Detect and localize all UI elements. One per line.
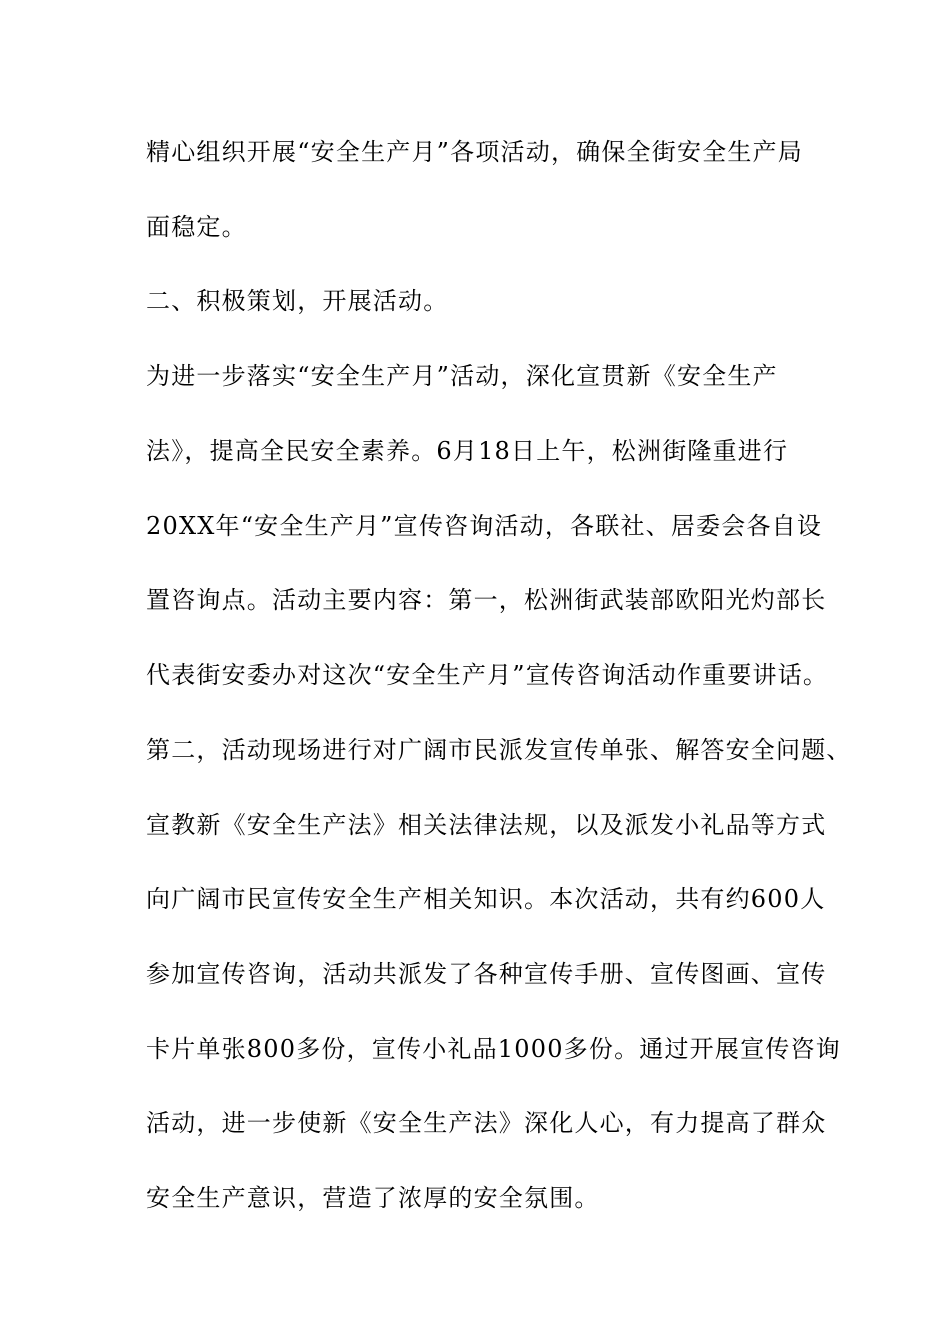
paragraph-line: 卡片单张800多份，宣传小礼品1000多份。通过开展宣传咨询 xyxy=(146,1035,841,1063)
section-heading: 二、积极策划，开展活动。 xyxy=(146,287,449,315)
paragraph-line: 20XX年“安全生产月”宣传咨询活动，各联社、居委会各自设 xyxy=(146,512,823,540)
paragraph-line: 代表街安委办对这次“安全生产月”宣传咨询活动作重要讲话。 xyxy=(146,661,829,689)
paragraph-line: 法》，提高全民安全素养。6月18日上午，松洲街隆重进行 xyxy=(146,437,789,465)
paragraph-line: 精心组织开展“安全生产月”各项活动，确保全街安全生产局 xyxy=(146,138,803,166)
paragraph-line: 为进一步落实“安全生产月”活动，深化宣贯新《安全生产 xyxy=(146,362,778,390)
paragraph-line: 第二，活动现场进行对广阔市民派发宣传单张、解答安全问题、 xyxy=(146,736,852,764)
paragraph-line: 宣教新《安全生产法》相关法律法规，以及派发小礼品等方式 xyxy=(146,811,827,839)
paragraph-line: 活动，进一步使新《安全生产法》深化人心，有力提高了群众 xyxy=(146,1109,827,1137)
paragraph-line: 安全生产意识，营造了浓厚的安全氛围。 xyxy=(146,1184,600,1212)
paragraph-line: 向广阔市民宣传安全生产相关知识。本次活动，共有约600人 xyxy=(146,885,826,913)
paragraph-line: 面稳定。 xyxy=(146,213,247,241)
paragraph-line: 参加宣传咨询，活动共派发了各种宣传手册、宣传图画、宣传 xyxy=(146,960,827,988)
paragraph-line: 置咨询点。活动主要内容：第一，松洲街武装部欧阳光灼部长 xyxy=(146,586,827,614)
